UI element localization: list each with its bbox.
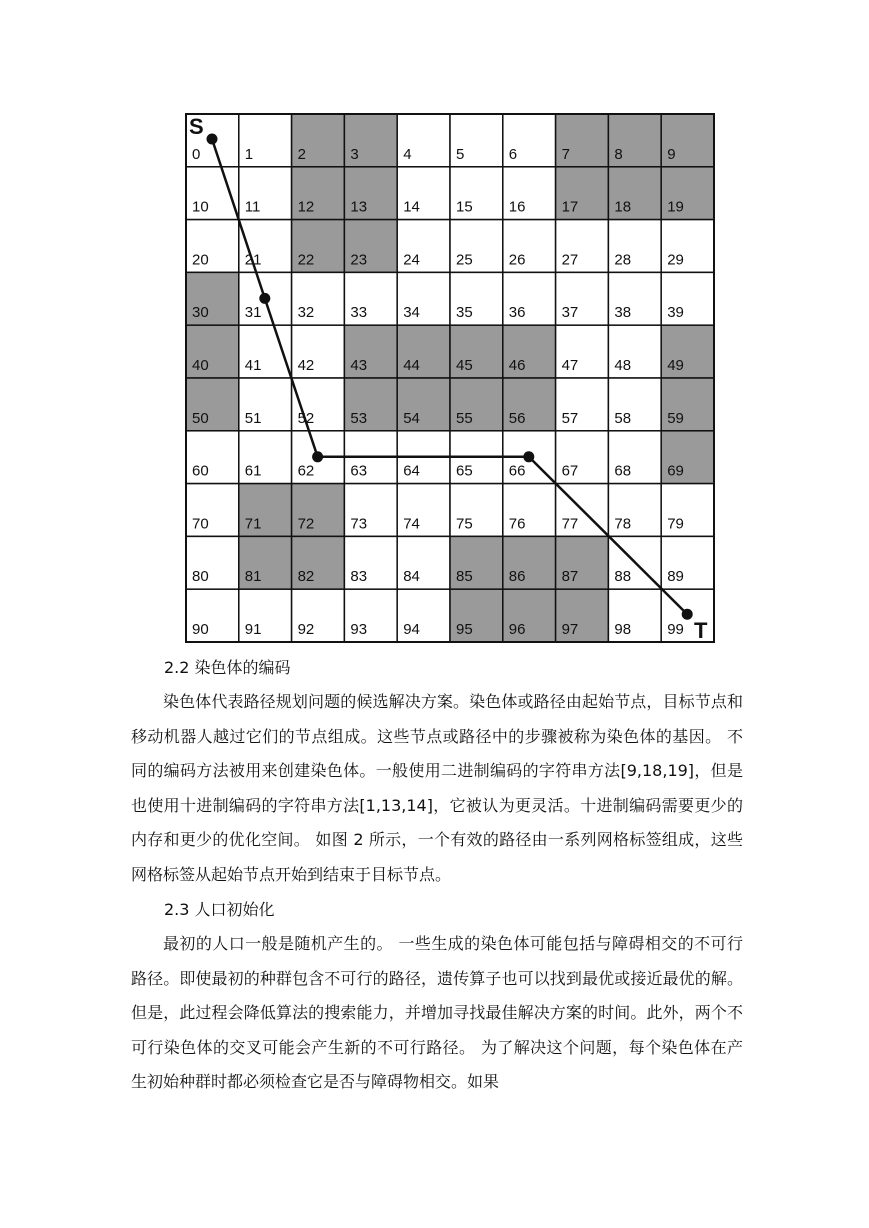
- cell-label: 64: [403, 462, 420, 480]
- cell-label: 75: [456, 515, 473, 533]
- cell-label: 53: [350, 409, 368, 427]
- cell-label: 51: [244, 409, 262, 427]
- path-node: [312, 451, 323, 462]
- cell-label: 91: [244, 621, 262, 638]
- cell-label: 25: [456, 251, 473, 269]
- cell-label: 4: [403, 145, 412, 163]
- cell-label: 38: [614, 304, 632, 322]
- cell-label: 32: [297, 304, 315, 322]
- cell-label: 19: [667, 198, 684, 216]
- cell-label: 83: [350, 568, 368, 586]
- cell-label: 98: [614, 621, 632, 638]
- cell-label: 24: [403, 251, 420, 269]
- cell-label: 0: [192, 145, 201, 163]
- grid-svg: [186, 114, 714, 642]
- path-node: [682, 609, 693, 620]
- cell-label: 31: [244, 304, 262, 322]
- cell-label: 23: [350, 251, 368, 269]
- cell-label: 54: [403, 409, 420, 427]
- cell-label: 18: [614, 198, 632, 216]
- cell-label: 49: [667, 357, 684, 374]
- cell-label: 96: [508, 621, 526, 638]
- cell-label: 81: [244, 568, 262, 586]
- cell-label: 20: [192, 251, 209, 269]
- cell-label: 56: [508, 409, 526, 427]
- cell-label: 70: [192, 515, 209, 533]
- cell-label: 55: [456, 409, 473, 427]
- cell-label: 89: [667, 568, 684, 586]
- cell-label: 9: [667, 145, 676, 163]
- cell-label: 93: [350, 621, 368, 638]
- cell-label: 63: [350, 462, 368, 480]
- cell-label: 36: [508, 304, 526, 322]
- cell-label: 16: [508, 198, 526, 216]
- cell-label: 8: [614, 145, 623, 163]
- paragraph-encoding: 染色体代表路径规划问题的候选解决方案。染色体或路径由起始节点，目标节点和移动机器人越过它们的节点组成。这些节点或路径中的步骤被称为染色体的基因。 不同的编码方法被用来创建染色体。一般使用二进制编码的字符串方法[9,18,19]，但是也使用十进制编码的字符串方法[1,13,14]，它被认为更灵活。十进制编码需要更少的内存和更少的优化空间。 如图 2 所示，一个有效的路径由一系列网格标签组成，这些网格标签从起始节点开始到结束于目标节点。: [131, 692, 743, 884]
- cell-label: 66: [508, 462, 526, 480]
- cell-label: 45: [456, 357, 473, 374]
- cell-label: 61: [244, 462, 262, 480]
- cell-label: 90: [192, 621, 209, 638]
- cell-label: 40: [192, 357, 209, 374]
- cell-label: 68: [614, 462, 632, 480]
- cell-label: 26: [508, 251, 526, 269]
- cell-label: 22: [297, 251, 315, 269]
- start-label: S: [189, 114, 204, 139]
- cell-label: 28: [614, 251, 632, 269]
- cell-label: 5: [456, 145, 465, 163]
- cell-label: 77: [561, 515, 579, 533]
- path-node: [259, 293, 270, 304]
- cell-label: 74: [403, 515, 420, 533]
- section-heading-initialization: 2.3 人口初始化: [164, 900, 275, 919]
- cell-label: 13: [350, 198, 368, 216]
- cell-label: 79: [667, 515, 684, 533]
- cell-label: 87: [561, 568, 579, 586]
- cell-label: 73: [350, 515, 368, 533]
- cell-label: 12: [297, 198, 315, 216]
- grid-path-figure: [186, 114, 714, 642]
- target-label: T: [694, 618, 708, 643]
- cell-label: 29: [667, 251, 684, 269]
- section-heading-encoding: 2.2 染色体的编码: [164, 658, 291, 677]
- cell-label: 17: [561, 198, 579, 216]
- paragraph-initialization: 最初的人口一般是随机产生的。 一些生成的染色体可能包括与障碍相交的不可行路径。即使最初的种群包含不可行的路径，遗传算子也可以找到最优或接近最优的解。但是，此过程会降低算法的搜索能力，并增加寻找最佳解决方案的时间。此外，两个不可行染色体的交叉可能会产生新的不可行路径。 为了解决这个问题，每个染色体在产生初始种群时都必须检查它是否与障碍物相交。如果: [131, 934, 743, 1091]
- path-node: [207, 134, 218, 145]
- cell-label: 95: [456, 621, 473, 638]
- cell-label: 72: [297, 515, 315, 533]
- cell-label: 84: [403, 568, 420, 586]
- cell-label: 27: [561, 251, 579, 269]
- cell-label: 97: [561, 621, 579, 638]
- cell-label: 62: [297, 462, 315, 480]
- cell-label: 11: [244, 198, 261, 216]
- cell-label: 71: [244, 515, 262, 533]
- cell-label: 94: [403, 621, 420, 638]
- cell-label: 35: [456, 304, 473, 322]
- cell-label: 99: [667, 621, 684, 638]
- cell-label: 21: [244, 251, 262, 269]
- cell-label: 2: [297, 145, 306, 163]
- cell-label: 30: [192, 304, 209, 322]
- cell-label: 41: [244, 357, 262, 374]
- path-node: [523, 451, 534, 462]
- cell-label: 42: [297, 357, 315, 374]
- cell-label: 1: [244, 145, 254, 163]
- cell-label: 44: [403, 357, 420, 374]
- cell-label: 82: [297, 568, 315, 586]
- cell-label: 69: [667, 462, 684, 480]
- cell-label: 14: [403, 198, 420, 216]
- cell-label: 92: [297, 621, 315, 638]
- cell-label: 7: [561, 145, 570, 163]
- cell-label: 3: [350, 145, 359, 163]
- cell-label: 67: [561, 462, 579, 480]
- cell-label: 88: [614, 568, 632, 586]
- section-2-3: [131, 899, 743, 1100]
- cell-label: 15: [456, 198, 473, 216]
- cell-label: 37: [561, 304, 579, 322]
- cell-label: 6: [508, 145, 518, 163]
- cell-label: 10: [192, 198, 209, 216]
- cell-label: 33: [350, 304, 368, 322]
- cell-label: 78: [614, 515, 632, 533]
- cell-label: 65: [456, 462, 473, 480]
- cell-label: 57: [561, 409, 579, 427]
- cell-label: 76: [508, 515, 526, 533]
- cell-label: 50: [192, 409, 209, 427]
- cell-label: 58: [614, 409, 632, 427]
- cell-label: 48: [614, 357, 632, 374]
- cell-label: 60: [192, 462, 209, 480]
- cell-label: 85: [456, 568, 473, 586]
- cell-label: 43: [350, 357, 368, 374]
- cell-label: 59: [667, 409, 684, 427]
- cell-label: 39: [667, 304, 684, 322]
- cell-label: 52: [297, 409, 315, 427]
- cell-label: 46: [508, 357, 526, 374]
- cell-label: 47: [561, 357, 579, 374]
- cell-label: 80: [192, 568, 209, 586]
- cell-label: 34: [403, 304, 420, 322]
- cell-label: 86: [508, 568, 526, 586]
- section-2-2: [131, 657, 743, 892]
